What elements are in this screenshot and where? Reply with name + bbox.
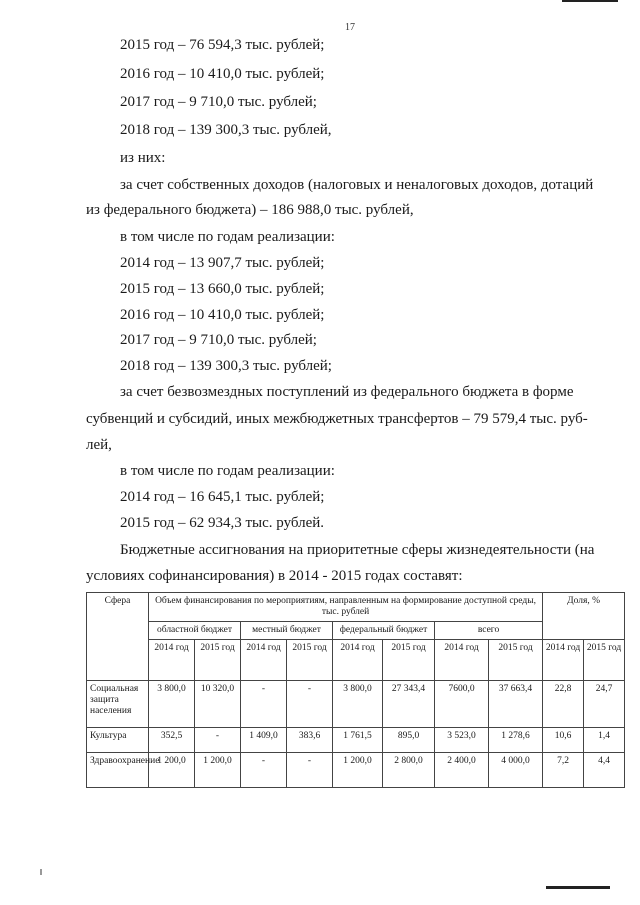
text-line: 2015 год – 13 660,0 тыс. рублей; <box>120 281 325 297</box>
text-line: субвенций и субсидий, иных межбюджетных трансфертов – 79 579,4 тыс. руб- <box>86 411 588 427</box>
header-federal-budget: федеральный бюджет <box>333 622 435 640</box>
text-line: 2014 год – 16 645,1 тыс. рублей; <box>120 489 325 505</box>
table-cell: - <box>241 681 287 728</box>
scan-mark-top <box>562 0 618 2</box>
text-line: 2018 год – 139 300,3 тыс. рублей; <box>120 358 332 374</box>
table-cell: 895,0 <box>383 728 435 753</box>
header-year-2014: 2014 год <box>241 640 287 681</box>
table-cell: 383,6 <box>287 728 333 753</box>
header-year-2014: 2014 год <box>333 640 383 681</box>
text-line: из них: <box>120 150 166 166</box>
text-line: из федерального бюджета) – 186 988,0 тыс. рублей, <box>86 202 414 218</box>
table-cell: - <box>241 753 287 788</box>
table-cell: 10,6 <box>543 728 584 753</box>
text-line: в том числе по годам реализации: <box>120 463 335 479</box>
text-line: Бюджетные ассигнования на приоритетные сферы жизнедеятельности (на <box>120 542 595 558</box>
table-cell: 352,5 <box>149 728 195 753</box>
table-cell: 1,4 <box>584 728 625 753</box>
text-line: условиях софинансирования) в 2014 - 2015 годах составят: <box>86 568 463 584</box>
table-cell: 27 343,4 <box>383 681 435 728</box>
text-line: 2016 год – 10 410,0 тыс. рублей; <box>120 307 325 323</box>
text-line: в том числе по годам реализации: <box>120 229 335 245</box>
table-cell: 1 200,0 <box>149 753 195 788</box>
table-cell: - <box>195 728 241 753</box>
header-year-2014: 2014 год <box>149 640 195 681</box>
table-cell: 37 663,4 <box>489 681 543 728</box>
text-line: 2015 год – 62 934,3 тыс. рублей. <box>120 515 325 531</box>
header-sphere: Сфера <box>87 593 149 681</box>
text-line: 2017 год – 9 710,0 тыс. рублей; <box>120 332 317 348</box>
table-cell: - <box>287 681 333 728</box>
table-cell: 10 320,0 <box>195 681 241 728</box>
table-cell: 24,7 <box>584 681 625 728</box>
row-sphere: Социальная защита населения <box>87 681 149 728</box>
header-year-2015: 2015 год <box>584 640 625 681</box>
header-year-2014: 2014 год <box>543 640 584 681</box>
text-line: лей, <box>86 437 112 453</box>
header-regional-budget: областной бюджет <box>149 622 241 640</box>
header-year-2015: 2015 год <box>287 640 333 681</box>
table-cell: 22,8 <box>543 681 584 728</box>
header-total: всего <box>435 622 543 640</box>
row-sphere: Здравоохранение <box>87 753 149 788</box>
header-local-budget: местный бюджет <box>241 622 333 640</box>
text-line: за счет безвозмездных поступлений из федерального бюджета в форме <box>120 384 574 400</box>
table-cell: - <box>287 753 333 788</box>
table-cell: 4 000,0 <box>489 753 543 788</box>
table-cell: 2 400,0 <box>435 753 489 788</box>
table-cell: 1 200,0 <box>195 753 241 788</box>
table-cell: 3 523,0 <box>435 728 489 753</box>
header-year-2015: 2015 год <box>383 640 435 681</box>
text-line: за счет собственных доходов (налоговых и неналоговых доходов, дотаций <box>120 177 594 193</box>
table-cell: 4,4 <box>584 753 625 788</box>
text-line: 2015 год – 76 594,3 тыс. рублей; <box>120 37 325 53</box>
text-line: 2014 год – 13 907,7 тыс. рублей; <box>120 255 325 271</box>
table-cell: 1 409,0 <box>241 728 287 753</box>
table-cell: 2 800,0 <box>383 753 435 788</box>
table-cell: 3 800,0 <box>149 681 195 728</box>
header-year-2015: 2015 год <box>489 640 543 681</box>
table-row <box>87 753 625 788</box>
scan-mark-left <box>40 869 42 875</box>
row-sphere: Культура <box>87 728 149 753</box>
table-cell: 1 200,0 <box>333 753 383 788</box>
table-cell: 7600,0 <box>435 681 489 728</box>
table-cell: 7,2 <box>543 753 584 788</box>
header-financing: Объем финансирования по мероприятиям, направленным на формирование доступной среды, тыс. рублей <box>149 593 543 622</box>
table-cell: 3 800,0 <box>333 681 383 728</box>
text-line: 2018 год – 139 300,3 тыс. рублей, <box>120 122 332 138</box>
table-cell: 1 278,6 <box>489 728 543 753</box>
header-share: Доля, % <box>543 593 625 640</box>
table-cell: 1 761,5 <box>333 728 383 753</box>
scan-mark-bottom <box>546 886 610 889</box>
text-line: 2017 год – 9 710,0 тыс. рублей; <box>120 94 317 110</box>
header-year-2014: 2014 год <box>435 640 489 681</box>
table-row <box>87 681 625 728</box>
page-number: 17 <box>345 22 355 33</box>
text-line: 2016 год – 10 410,0 тыс. рублей; <box>120 66 325 82</box>
budget-table <box>86 592 625 788</box>
header-year-2015: 2015 год <box>195 640 241 681</box>
table-row <box>87 728 625 753</box>
